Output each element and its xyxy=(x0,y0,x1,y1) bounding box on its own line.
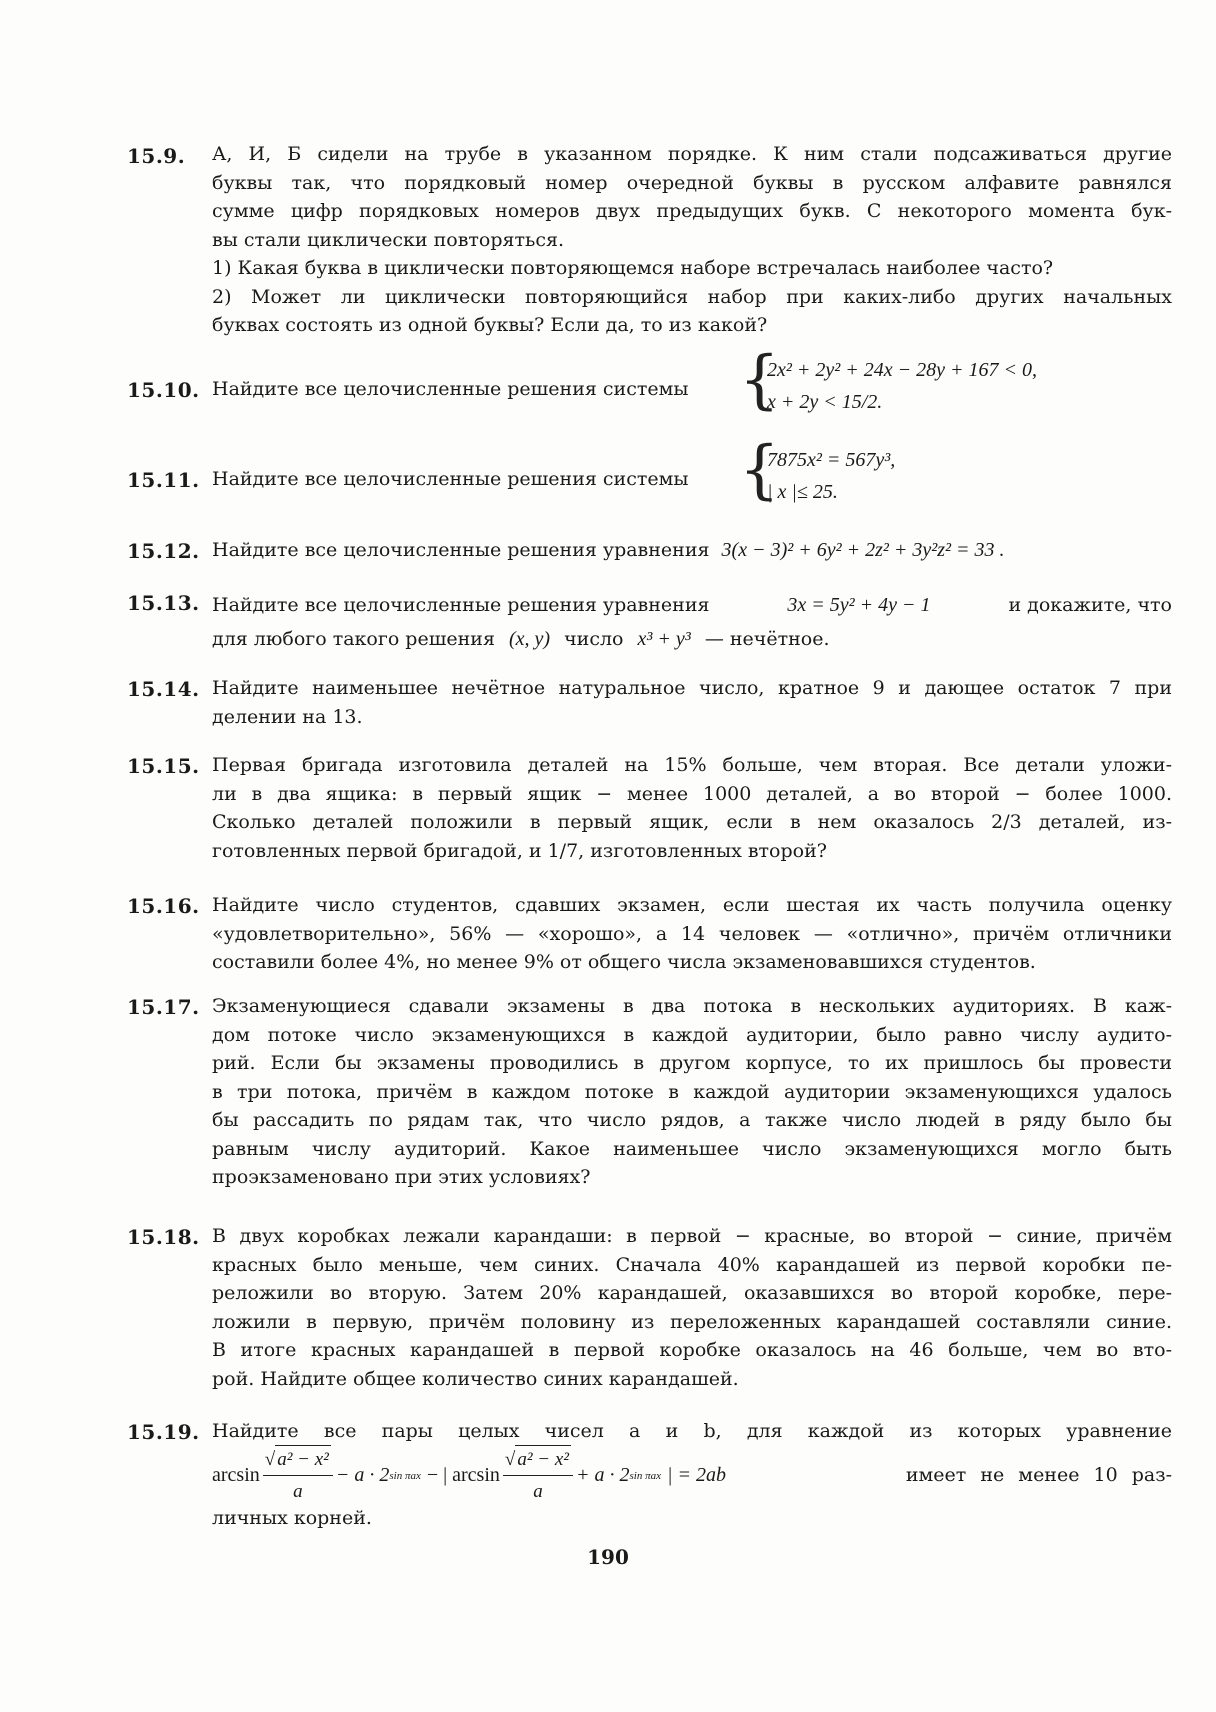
equation-intro: Найдите все целочисленные решения уравнения xyxy=(212,539,710,561)
system-of-equations xyxy=(767,444,895,508)
problem-text xyxy=(212,588,1172,656)
text-line: проэкзаменовано при этих условиях? xyxy=(212,1166,591,1188)
text-fragment: Найдите все целочисленные решения уравнения xyxy=(212,594,710,616)
right-hand-side: | = 2ab xyxy=(666,1464,726,1487)
equation-line xyxy=(212,1448,1172,1504)
problem-number: 15.17. xyxy=(127,995,200,1019)
left-brace: { xyxy=(739,343,780,417)
page-number: 190 xyxy=(587,1545,629,1569)
system-line: | x |≤ 25. xyxy=(767,481,838,503)
text-line: буквы так, что порядковый номер очередной буквы в русском алфавите равнялся xyxy=(212,171,1172,194)
text-line: дом потоке число экзаменующихся в каждой аудитории, было равно числу аудито- xyxy=(212,1023,1172,1046)
equation: arcsin $\frac{\text{√ a² − x²}}{a}$ − a · 2 sin πax − | arcsin $\frac{\text{√ a² − x²}}{a}$ + a · 2 sin πax | = 2ab xyxy=(212,1445,726,1507)
term: + a · 2 xyxy=(575,1464,630,1487)
problem-number: 15.14. xyxy=(127,677,200,701)
text-line: вы стали циклически повторяться. xyxy=(212,228,565,251)
text-fragment: — нечётное. xyxy=(704,628,830,650)
text-line: Найдите все целочисленные решения системы xyxy=(212,468,689,490)
problem-text xyxy=(212,992,1172,1192)
fraction-numerator: √ a² − x² xyxy=(503,1445,573,1477)
text-line: бы рассадить по рядам так, что число рядов, а также число людей в ряду было бы xyxy=(212,1109,1172,1131)
text-line xyxy=(212,536,1172,565)
fraction-denominator: a xyxy=(533,1481,543,1502)
text-line: реложили во вторую. Затем 20% карандашей, оказавшихся во второй коробке, пере- xyxy=(212,1282,1172,1304)
text-line: «удовлетворительно», 56% — «хорошо», а 14 человек — «отлично», причём отличники xyxy=(212,922,1172,945)
text-line: буквах состоять из одной буквы? Если да, то из какой? xyxy=(212,314,768,336)
problem-text xyxy=(212,1417,1172,1532)
text-line: Сколько деталей положили в первый ящик, если в нем оказалось 2/3 деталей, из- xyxy=(212,811,1172,833)
text-fragment: имеет не менее 10 раз- xyxy=(905,1464,1172,1487)
text-line: А, И, Б сидели на трубе в указанном порядке. К ним стали подсаживаться другие xyxy=(212,143,1172,165)
expression: x³ + y³ xyxy=(637,628,691,650)
text-line xyxy=(212,622,1172,656)
fraction xyxy=(503,1445,573,1507)
problem-text xyxy=(212,140,1172,340)
problem-text xyxy=(212,891,1172,977)
text-line: 1) Какая буква в циклически повторяющемся наборе встречалась наиболее часто? xyxy=(212,257,1054,279)
text-line: равным числу аудиторий. Какое наименьшее число экзаменующихся могло быть xyxy=(212,1137,1172,1160)
text-line: красных было меньше, чем синих. Сначала 40% карандашей из первой коробки пе- xyxy=(212,1253,1172,1276)
term: − a · 2 xyxy=(335,1464,390,1487)
text-line: Экзаменующиеся сдавали экзамены в два потока в нескольких аудиториях. В каж- xyxy=(212,995,1172,1017)
text-fragment: и докажите, что xyxy=(1008,594,1172,616)
fraction-numerator: √ a² − x² xyxy=(263,1445,333,1477)
arcsin-label: arcsin xyxy=(212,1464,260,1487)
text-line: ли в два ящика: в первый ящик − менее 1000 деталей, а во второй − более 1000. xyxy=(212,782,1172,805)
problem-number: 15.9. xyxy=(127,144,186,168)
problem-number: 15.19. xyxy=(127,1420,200,1444)
text-line: Найдите все целочисленные решения системы xyxy=(212,378,689,400)
equation: 3(x − 3)² + 6y² + 2z² + 3y²z² = 33 . xyxy=(721,539,1005,561)
left-brace: { xyxy=(739,433,780,507)
fraction xyxy=(263,1445,333,1507)
problem-number: 15.16. xyxy=(127,894,200,918)
text-line: готовленных первой бригадой, и 1/7, изготовленных второй? xyxy=(212,839,827,862)
sqrt-radicand: a² − x² xyxy=(275,1445,331,1475)
text-line: В итоге красных карандашей в первой коробке оказалось на 46 больше, чем во вто- xyxy=(212,1339,1172,1361)
text-line: рий. Если бы экзамены проводились в другом корпусе, то их пришлось бы провести xyxy=(212,1052,1172,1074)
system-line: 7875x² = 567y³, xyxy=(767,449,896,471)
equation: 3x = 5y² + 4y − 1 xyxy=(787,594,931,616)
problem-text xyxy=(212,465,1172,494)
abs-arcsin: − | arcsin xyxy=(426,1464,500,1487)
variable-pair: (x, y) xyxy=(508,628,551,650)
problem-number: 15.15. xyxy=(127,754,200,778)
text-line: делении на 13. xyxy=(212,705,363,728)
problem-number: 15.10. xyxy=(127,378,200,402)
text-line: ложили в первую, причём половину из переложенных карандашей составляли синие. xyxy=(212,1310,1172,1333)
text-line: Первая бригада изготовила деталей на 15% больше, чем вторая. Все детали уложи- xyxy=(212,754,1172,776)
system-of-inequalities xyxy=(767,354,1037,418)
sqrt-radicand: a² − x² xyxy=(515,1445,571,1475)
system-line: x + 2y < 15/2. xyxy=(767,391,883,413)
text-line xyxy=(212,588,1172,622)
text-line: составили более 4%, но менее 9% от общего числа экзаменовавшихся студентов. xyxy=(212,951,1036,973)
problem-number: 15.18. xyxy=(127,1225,200,1249)
problem-text xyxy=(212,674,1172,731)
text-line: личных корней. xyxy=(212,1506,372,1529)
problem-text xyxy=(212,751,1172,865)
problem-number: 15.13. xyxy=(127,591,200,615)
text-line: сумме цифр порядковых номеров двух предыдущих букв. С некоторого момента бук- xyxy=(212,200,1172,222)
text-line: 2) Может ли циклически повторяющийся набор при каких-либо других начальных xyxy=(212,285,1172,308)
text-fragment: для любого такого решения xyxy=(212,628,495,650)
problem-text xyxy=(212,536,1172,565)
text-line: В двух коробках лежали карандаши: в первой − красные, во второй − синие, причём xyxy=(212,1225,1172,1247)
text-line: Найдите все пары целых чисел a и b, для каждой из которых уравнение xyxy=(212,1420,1172,1442)
text-line: в три потока, причём в каждом потоке в каждой аудитории экзаменующихся удалось xyxy=(212,1080,1172,1103)
problem-number: 15.12. xyxy=(127,539,200,563)
text-fragment: число xyxy=(564,628,624,650)
problem-text xyxy=(212,1222,1172,1393)
text-line: Найдите число студентов, сдавших экзамен, если шестая их часть получила оценку xyxy=(212,894,1172,916)
system-line: 2x² + 2y² + 24x − 28y + 167 < 0, xyxy=(767,359,1037,381)
problem-number: 15.11. xyxy=(127,468,200,492)
fraction-denominator: a xyxy=(293,1481,303,1502)
text-line: Найдите наименьшее нечётное натуральное число, кратное 9 и дающее остаток 7 при xyxy=(212,677,1172,699)
text-line: рой. Найдите общее количество синих карандашей. xyxy=(212,1367,739,1390)
